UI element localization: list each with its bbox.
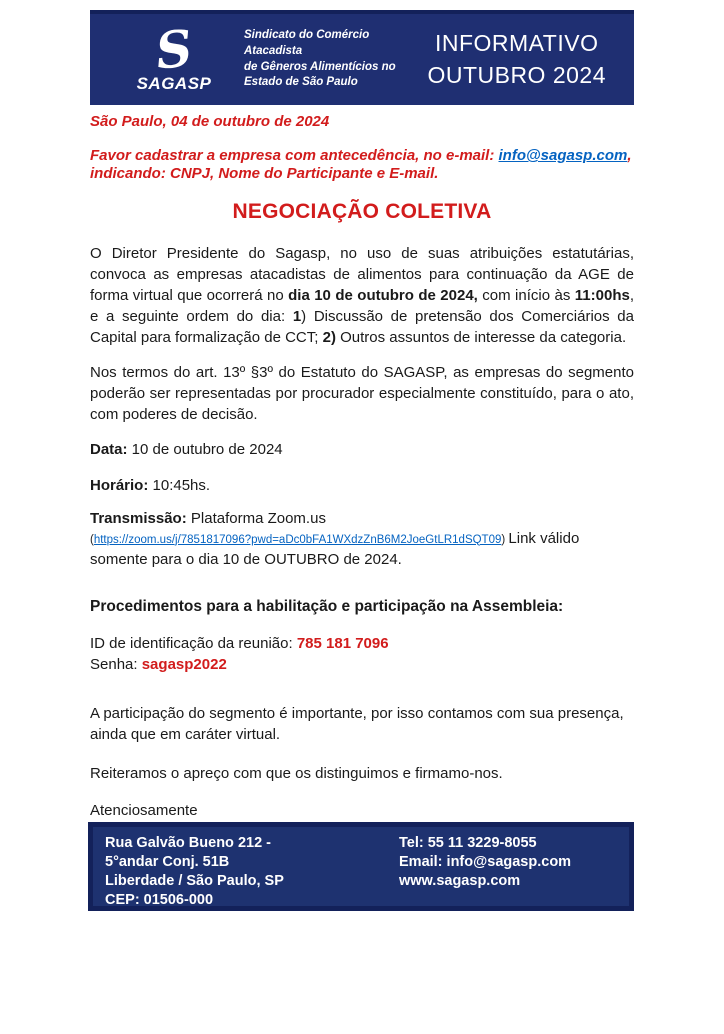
footer-website: www.sagasp.com <box>399 872 521 889</box>
footer-address-line2: 5°andar Conj. 51B <box>105 853 230 870</box>
organization-name-line2: de Gêneros Alimentícios no <box>244 60 396 73</box>
zoom-link-paren-open: ( <box>90 533 94 546</box>
registration-email-link[interactable]: info@sagasp.com <box>498 147 628 164</box>
p1-seg-bold-time: 11:00hs <box>574 286 630 304</box>
password-label: Senha: <box>90 655 142 673</box>
p1-seg: ) Discussão de pretensão dos Comerciários da Capital para formalização de CCT; <box>90 307 634 346</box>
footer-email: Email: info@sagasp.com <box>399 853 572 870</box>
bulletin-title-line1: INFORMATIVO <box>434 30 599 57</box>
p1-seg: , e a seguinte ordem do dia: <box>90 286 635 325</box>
p1-seg: com início às <box>477 286 575 304</box>
p1-seg-bold-item2: 2) <box>322 328 336 346</box>
document-page <box>0 10 724 1034</box>
sagasp-logo <box>104 17 244 94</box>
body-paragraph-convocation <box>90 243 634 348</box>
password-value: sagasp2022 <box>141 655 227 673</box>
p1-seg: O Diretor Presidente do Sagasp, no uso de suas atribuições estatutárias, convoca as empresas atacadistas de alimentos para continuação da AGE de forma virtual que ocorrerá no <box>90 244 634 304</box>
footer-contact-banner <box>88 822 634 911</box>
body-paragraph-regards: Reiteramos o apreço com que os distinguimos e firmamo-nos. <box>90 764 503 782</box>
transmission-label: Transmissão: <box>90 509 187 527</box>
sagasp-logo-text: SAGASP <box>136 73 212 93</box>
organization-name-line3: Estado de São Paulo <box>244 76 358 89</box>
meeting-id-value: 785 181 7096 <box>296 634 389 652</box>
closing-salutation: Atenciosamente <box>90 801 198 819</box>
zoom-link-line <box>90 529 634 570</box>
time-label: Horário: <box>90 476 149 494</box>
sagasp-swoosh-icon: S <box>152 17 195 81</box>
zoom-meeting-link[interactable]: https://zoom.us/j/7851817096?pwd=aDc0bFA1WXdzZnB6M2JoeGtLR1dSQT09 <box>93 533 502 546</box>
footer-address <box>105 834 399 908</box>
zoom-link-validity: Link válido somente para o dia 10 de OUTUBRO de 2024. <box>90 529 580 568</box>
body-paragraph-participation: A participação do segmento é importante, por isso contamos com sua presença, ainda que em caráter virtual. <box>90 704 624 743</box>
transmission-line <box>90 508 634 529</box>
date-label: Data: <box>90 440 128 458</box>
p1-seg: Outros assuntos de interesse da categoria. <box>335 328 627 346</box>
registration-notice <box>90 147 634 184</box>
procedures-heading: Procedimentos para a habilitação e participação na Assembleia: <box>90 597 564 615</box>
registration-notice-text: Favor cadastrar a empresa com antecedência, no e-mail: <box>90 147 499 164</box>
p1-seg-bold-date: dia 10 de outubro de 2024, <box>288 286 478 304</box>
date-line <box>90 439 634 460</box>
dateline: São Paulo, 04 de outubro de 2024 <box>90 113 330 130</box>
meeting-id-line <box>90 633 634 654</box>
footer-address-line3: Liberdade / São Paulo, SP <box>105 872 284 889</box>
footer-phone: Tel: 55 11 3229-8055 <box>399 834 537 851</box>
zoom-link-paren-close: ) <box>501 533 509 546</box>
transmission-value: Plataforma Zoom.us <box>186 509 326 527</box>
organization-name <box>244 28 427 90</box>
p1-seg-bold-item1: 1 <box>292 307 302 325</box>
organization-name-line1: Sindicato do Comércio Atacadista <box>244 29 370 57</box>
time-line <box>90 475 634 496</box>
meeting-id-label: ID de identificação da reunião: <box>90 634 297 652</box>
document-title: NEGOCIAÇÃO COLETIVA <box>232 199 492 223</box>
footer-address-line4: CEP: 01506-000 <box>105 891 214 908</box>
registration-notice-tail: , indicando: CNPJ, Nome do Participante e E-mail. <box>90 147 632 183</box>
date-value: 10 de outubro de 2024 <box>127 440 283 458</box>
time-value: 10:45hs. <box>148 476 211 494</box>
meeting-credentials <box>90 633 634 675</box>
bulletin-title-line2: OUTUBRO 2024 <box>427 61 606 88</box>
password-line <box>90 654 634 675</box>
footer-address-line1: Rua Galvão Bueno 212 - <box>105 834 271 851</box>
bulletin-title <box>427 28 606 90</box>
body-paragraph-statute: Nos termos do art. 13º §3º do Estatuto do SAGASP, as empresas do segmento poderão ser representadas por procurador especialmente constituído, para o ato, com poderes de decisão. <box>90 363 634 423</box>
header-banner <box>90 10 634 105</box>
document-body <box>90 113 634 821</box>
footer-contact <box>399 834 617 899</box>
